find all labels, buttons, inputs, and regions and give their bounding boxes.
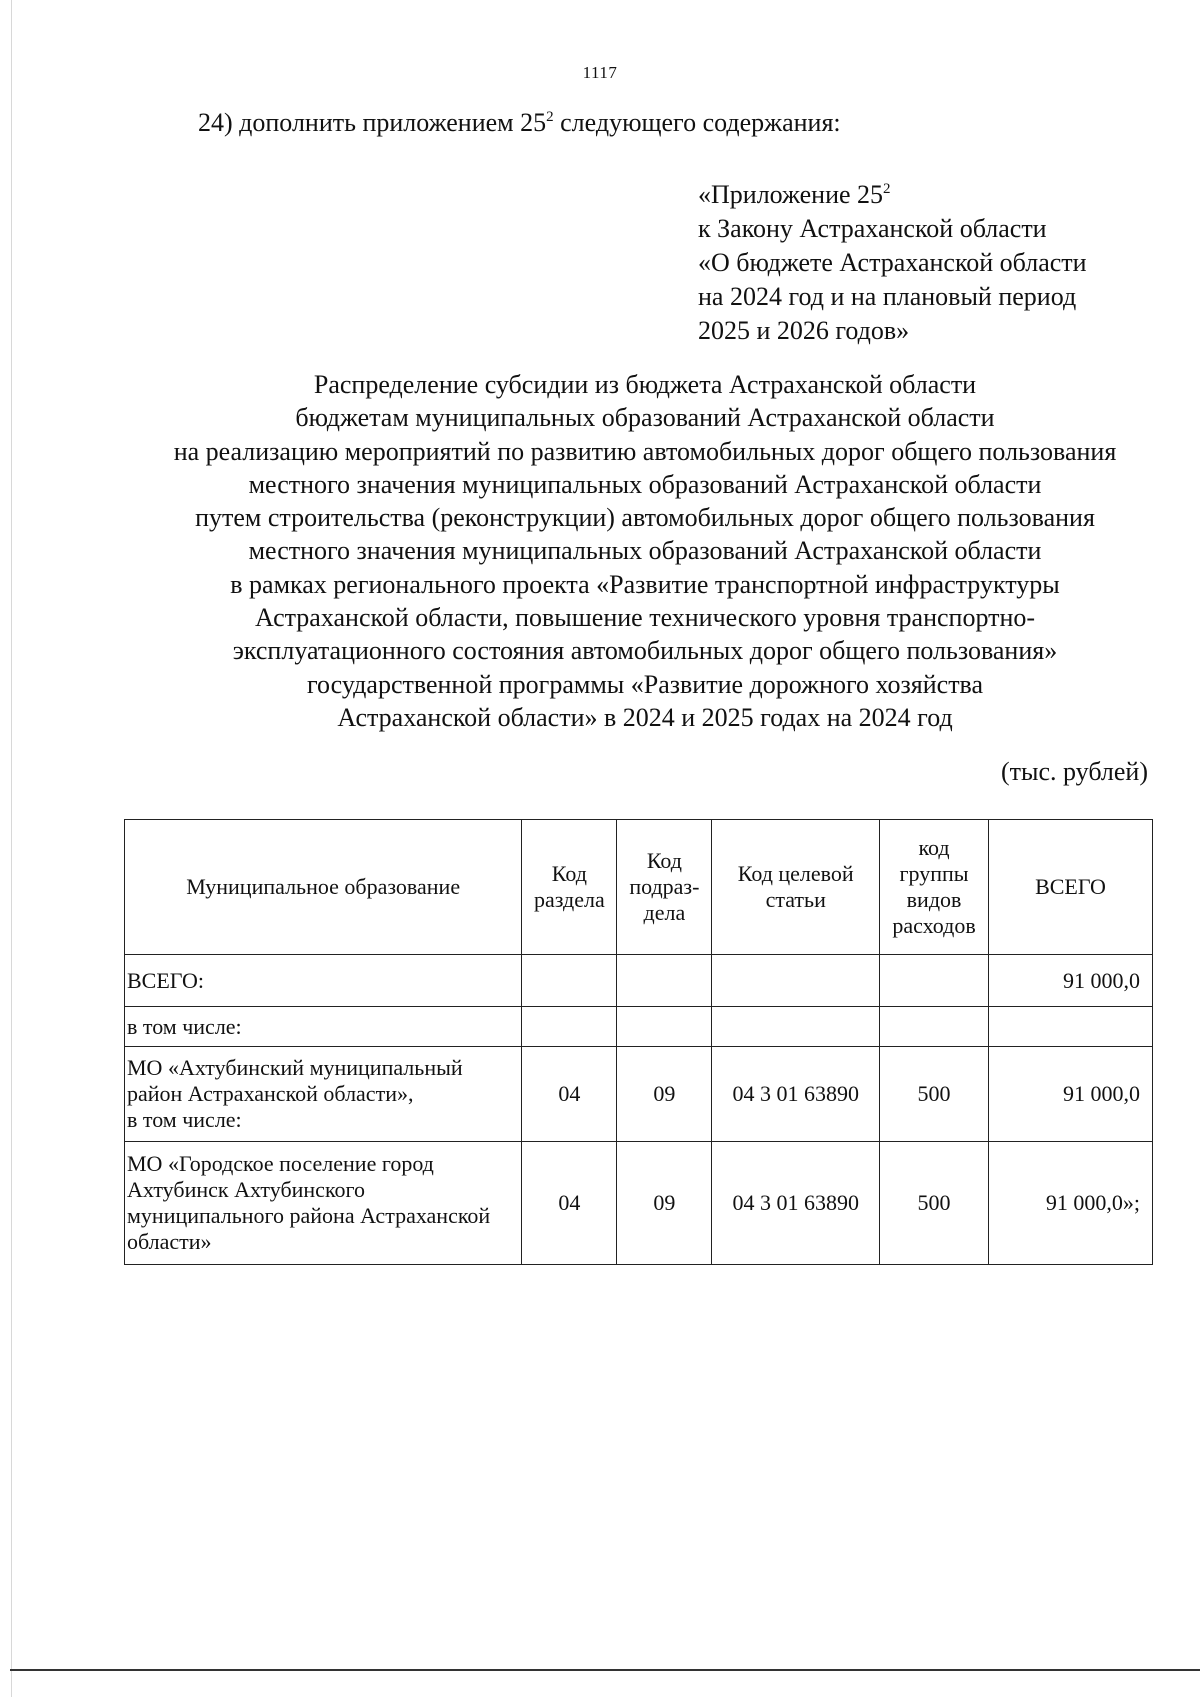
attachment-superscript: 2 bbox=[883, 181, 891, 197]
cell-total: 91 000,0»; bbox=[989, 1142, 1153, 1265]
cell-municipality bbox=[125, 1142, 522, 1265]
cell-municipality bbox=[125, 1047, 522, 1142]
title-line: бюджетам муниципальных образований Астраханской области bbox=[295, 403, 995, 433]
municipality-line: области» bbox=[127, 1229, 212, 1254]
title-line: путем строительства (реконструкции) автомобильных дорог общего пользования bbox=[195, 503, 1095, 533]
header-expense-group bbox=[880, 820, 989, 955]
subsidy-table bbox=[124, 819, 1153, 1265]
cell-total: 91 000,0 bbox=[989, 955, 1153, 1007]
cell-total bbox=[989, 1007, 1153, 1047]
cell-group: 500 bbox=[880, 1142, 989, 1265]
cell-target: 04 3 01 63890 bbox=[712, 1142, 880, 1265]
municipality-line: муниципального района Астраханской bbox=[127, 1203, 491, 1228]
header-subsection-line: Код bbox=[646, 848, 682, 873]
attachment-line-5: 2025 и 2026 годов» bbox=[698, 316, 910, 345]
header-total: ВСЕГО bbox=[989, 820, 1153, 955]
municipality-line: район Астраханской области», bbox=[127, 1081, 414, 1106]
municipality-line: МО «Ахтубинский муниципальный bbox=[127, 1055, 463, 1080]
amendment-intro-suffix: следующего содержания: bbox=[553, 108, 841, 137]
attachment-line-1 bbox=[698, 178, 1087, 212]
cell-municipality: ВСЕГО: bbox=[125, 955, 522, 1007]
municipality-line: МО «Городское поселение город bbox=[127, 1151, 434, 1176]
title-line: в рамках регионального проекта «Развитие транспортной инфраструктуры bbox=[230, 569, 1060, 599]
attachment-line-2: к Закону Астраханской области bbox=[698, 214, 1047, 243]
cell-target bbox=[712, 1007, 880, 1047]
header-expense-line: расходов bbox=[892, 913, 976, 938]
amendment-intro-superscript: 2 bbox=[546, 109, 554, 125]
cell-section bbox=[522, 1007, 617, 1047]
municipality-line: Ахтубинск Ахтубинского bbox=[127, 1177, 365, 1202]
cell-target: 04 3 01 63890 bbox=[712, 1047, 880, 1142]
attachment-line-3: «О бюджете Астраханской области bbox=[698, 248, 1087, 277]
title-line: Астраханской области, повышение технического уровня транспортно- bbox=[254, 603, 1036, 633]
cell-target bbox=[712, 955, 880, 1007]
cell-municipality: в том числе: bbox=[125, 1007, 522, 1047]
header-expense-line: код bbox=[918, 835, 950, 860]
header-subsection-code bbox=[617, 820, 712, 955]
amendment-intro bbox=[198, 108, 841, 138]
title-line: местного значения муниципальных образований Астраханской области bbox=[248, 469, 1042, 499]
page-number: 1117 bbox=[582, 63, 618, 82]
amendment-intro-text: 24) дополнить приложением 25 bbox=[198, 108, 547, 137]
title-line: эксплуатационного состояния автомобильных дорог общего пользования» bbox=[232, 636, 1058, 666]
scan-bottom-rule bbox=[10, 1669, 1200, 1671]
cell-section bbox=[522, 955, 617, 1007]
header-expense-line: группы bbox=[899, 861, 969, 886]
header-section-code: Код раздела bbox=[522, 820, 617, 955]
table-row-akhtubinsk-city bbox=[125, 1142, 1153, 1265]
cell-section: 04 bbox=[522, 1142, 617, 1265]
cell-subsection: 09 bbox=[617, 1142, 712, 1265]
cell-total: 91 000,0 bbox=[989, 1047, 1153, 1142]
cell-subsection: 09 bbox=[617, 1047, 712, 1142]
document-title bbox=[100, 368, 1190, 734]
attachment-title: «Приложение 25 bbox=[698, 180, 884, 209]
title-line: на реализацию мероприятий по развитию автомобильных дорог общего пользования bbox=[173, 436, 1117, 466]
attachment-line-4: на 2024 год и на плановый период bbox=[698, 282, 1077, 311]
units-label: (тыс. рублей) bbox=[1000, 757, 1148, 786]
table-header-row bbox=[125, 820, 1153, 955]
header-target-code: Код целевой статьи bbox=[712, 820, 880, 955]
table-row-akhtubinsky-district bbox=[125, 1047, 1153, 1142]
attachment-header bbox=[698, 178, 1087, 348]
header-expense-line: видов bbox=[906, 887, 962, 912]
cell-group bbox=[880, 1007, 989, 1047]
title-line: государственной программы «Развитие дорожного хозяйства bbox=[306, 669, 984, 699]
cell-subsection bbox=[617, 1007, 712, 1047]
header-subsection-line: дела bbox=[643, 900, 686, 925]
cell-subsection bbox=[617, 955, 712, 1007]
table-row-total bbox=[125, 955, 1153, 1007]
title-line: Распределение субсидии из бюджета Астраханской области bbox=[313, 370, 977, 399]
cell-section: 04 bbox=[522, 1047, 617, 1142]
header-municipality: Муниципальное образование bbox=[125, 820, 522, 955]
title-line: местного значения муниципальных образований Астраханской области bbox=[248, 536, 1042, 566]
scan-left-edge bbox=[11, 0, 12, 1697]
municipality-line: в том числе: bbox=[127, 1107, 242, 1132]
table-row-including bbox=[125, 1007, 1153, 1047]
cell-group bbox=[880, 955, 989, 1007]
title-line: Астраханской области» в 2024 и 2025 годах на 2024 год bbox=[337, 702, 953, 732]
cell-group: 500 bbox=[880, 1047, 989, 1142]
header-subsection-line: подраз- bbox=[629, 874, 700, 899]
